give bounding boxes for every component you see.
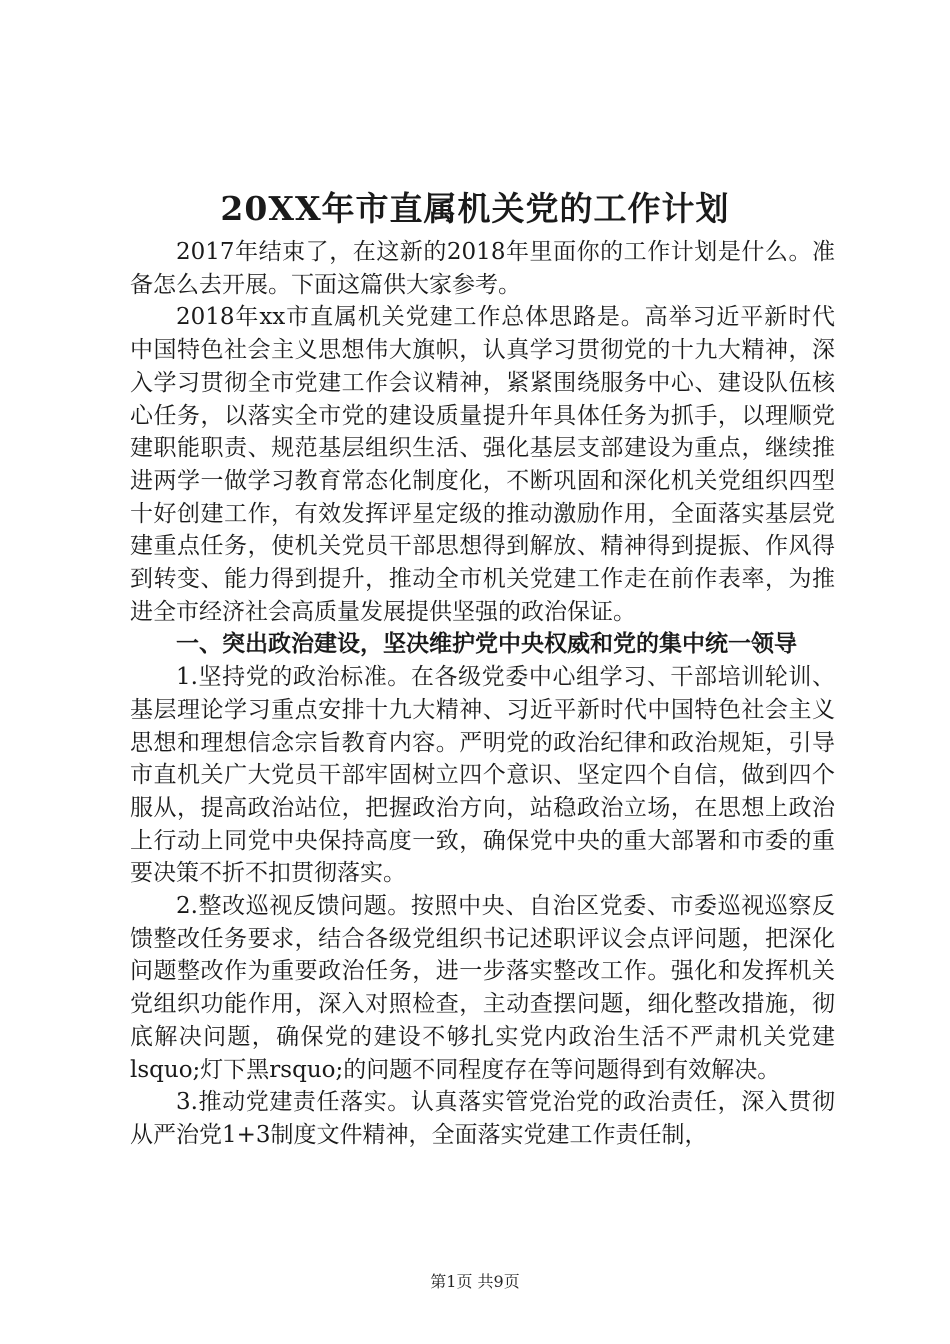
section-heading-1: 一、突出政治建设，坚决维护党中央权威和党的集中统一领导 bbox=[176, 630, 797, 658]
paragraph-item-1: 1.坚持党的政治标准。在各级党委中心组学习、干部培训轮训、基层理论学习重点安排十九大精神、习近平新时代中国特色社会主义思想和理想信念宗旨教育内容。严明党的政治纪律和政治规矩，引导市直机关广大党员干部牢固树立四个意识、坚定四个自信，做到四个服从，提高政治站位，把握政治方向，站稳政治立场，在思想上政治上行动上同党中央保持高度一致，确保党中央的重大部署和市委的重要决策不折不扣贯彻落实。 bbox=[130, 664, 835, 887]
paragraph-overview: 2018年xx市直属机关党建工作总体思路是。高举习近平新时代中国特色社会主义思想伟大旗帜，认真学习贯彻党的十九大精神，深入学习贯彻全市党建工作会议精神，紧紧围绕服务中心、建设队伍核心任务，以落实全市党的建设质量提升年具体任务为抓手，以理顺党建职能职责、规范基层组织生活、强化基层支部建设为重点，继续推进两学一做学习教育常态化制度化，不断巩固和深化机关党组织四型十好创建工作，有效发挥评星定级的推动激励作用，全面落实基层党建重点任务，使机关党员干部思想得到解放、精神得到提振、作风得到转变、能力得到提升，推动全市机关党建工作走在前作表率，为推进全市经济社会高质量发展提供坚强的政治保证。 bbox=[130, 304, 835, 625]
document-body bbox=[130, 236, 835, 1152]
document-title: 20XX年市直属机关党的工作计划 bbox=[220, 189, 730, 228]
page-footer: 第1页 共9页 bbox=[430, 1272, 520, 1291]
paragraph-item-3: 3.推动党建责任落实。认真落实管党治党的政治责任，深入贯彻从严治党1+3制度文件精神，全面落实党建工作责任制， bbox=[130, 1089, 835, 1148]
paragraph-item-2: 2.整改巡视反馈问题。按照中央、自治区党委、市委巡视巡察反馈整改任务要求，结合各级党组织书记述职评议会点评问题，把深化问题整改作为重要政治任务，进一步落实整改工作。强化和发挥机关党组织功能作用，深入对照检查，主动查摆问题，细化整改措施，彻底解决问题，确保党的建设不够扎实党内政治生活不严肃机关党建lsquo;灯下黑rsquo;的问题不同程度存在等问题得到有效解决。 bbox=[130, 893, 835, 1083]
paragraph-intro: 2017年结束了，在这新的2018年里面你的工作计划是什么。准备怎么去开展。下面这篇供大家参考。 bbox=[130, 239, 835, 298]
